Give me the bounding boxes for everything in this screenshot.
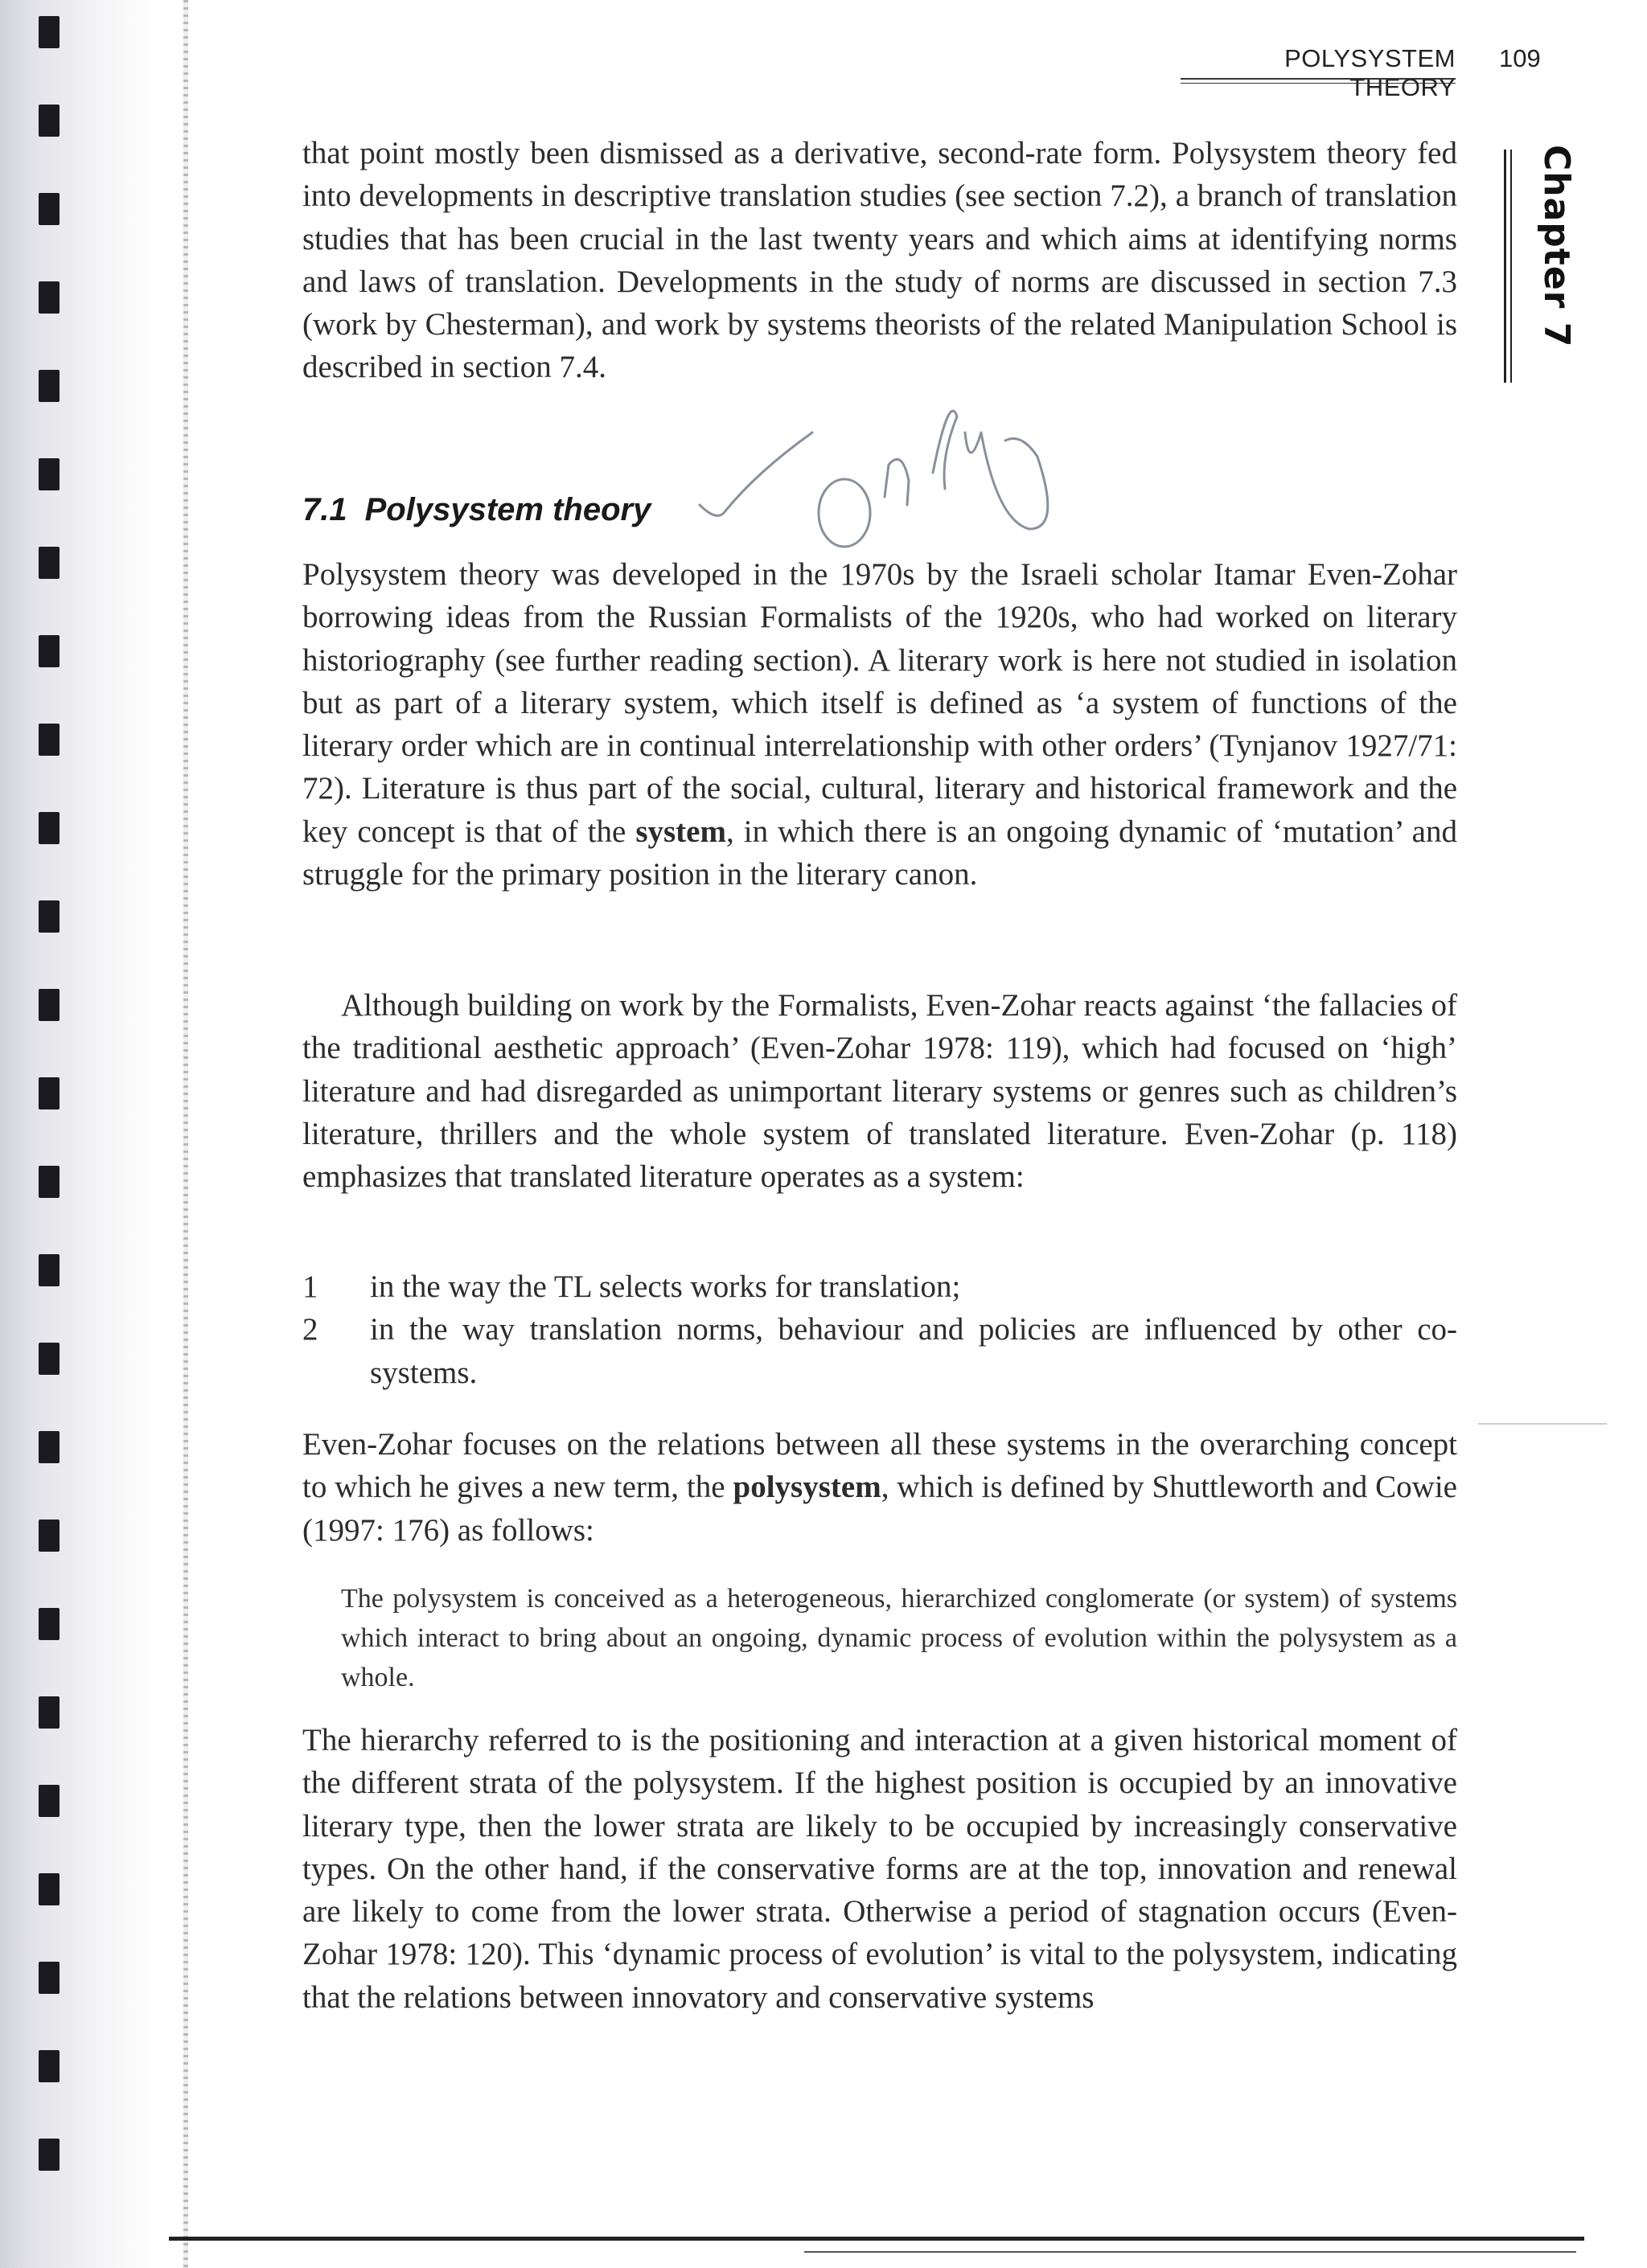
binding-hole: [39, 1785, 60, 1817]
binding-hole: [39, 812, 60, 844]
body-paragraph: [302, 1423, 1457, 1552]
section-number: 7.1: [302, 492, 347, 527]
body-paragraph: [302, 553, 1457, 896]
letter-stroke: [885, 459, 909, 505]
paragraph-text: [302, 553, 1457, 896]
binding-hole: [39, 1343, 60, 1375]
paragraph-text-segment: Polysystem theory was developed in the 1970s by the Israeli scholar Itamar Even-Zohar borrowing ideas from the Russian Formalists of the 1920s, who had worked on literary historiography (see further reading section). A literary work is here not studied in isolation but as part of a literary system, which itself is defined as ‘a system of functions of the literary order which are in continual interrelationship with other orders’ (Tynjanov 1927/71: 72). Literature is thus part of the social, cultural, literary and historical framework and the key concept is that of the: [302, 557, 1457, 849]
page-number: 109: [1499, 44, 1541, 72]
binding-hole: [39, 1077, 60, 1109]
binding-hole: [39, 1520, 60, 1552]
binding-hole: [39, 547, 60, 579]
list-item-text: in the way translation norms, behaviour and policies are influenced by other co-systems.: [370, 1312, 1457, 1390]
spiral-binding: [0, 0, 185, 2268]
list-item-number: 1: [302, 1269, 318, 1304]
letter-stroke: [965, 433, 1048, 529]
binding-hole: [39, 1608, 60, 1640]
body-paragraph: [302, 984, 1457, 1198]
header-rule: [1181, 78, 1456, 80]
list-item-number: 2: [302, 1312, 318, 1347]
binding-hole: [39, 635, 60, 667]
letter-stroke: [933, 411, 957, 489]
binding-hole: [39, 989, 60, 1021]
body-paragraph: [302, 1719, 1457, 2019]
section-heading: [302, 492, 651, 528]
binding-hole: [39, 1254, 60, 1286]
paragraph-text: that point mostly been dismissed as a derivative, second-rate form. Polysystem theory fed into developments in descriptive translation studies (see section 7.2), a branch of translation studies that has been crucial in the last twenty years and which aims at identifying norms and laws of translation. Developments in the study of norms are discussed in section 7.3 (work by Chesterman), and work by systems theorists of the related Manipulation School is described in section 7.4.: [302, 136, 1457, 385]
binding-hole: [39, 1166, 60, 1198]
chapter-tab: [1504, 145, 1576, 386]
binding-hole: [39, 1696, 60, 1729]
binding-hole: [39, 281, 60, 314]
paragraph-text: [302, 1423, 1457, 1552]
binding-hole: [39, 193, 60, 225]
scan-mark: [1478, 1423, 1607, 1425]
chapter-tab-rule: [1504, 150, 1506, 383]
key-term-system: system: [635, 814, 726, 849]
chapter-tab-rule: [1510, 150, 1512, 383]
paragraph-text: Although building on work by the Formalists, Even-Zohar reacts against ‘the fallacies of the traditional aesthetic approach’ (Even-Zohar 1978: 119), which had focused on ‘high’ literature and had disregarded as unimportant literary systems or genres such as children’s literature, thrillers and the whole system of translated literature. Even-Zohar (p. 118) emphasizes that translated literature operates as a system:: [302, 988, 1457, 1195]
numbered-list: [302, 1265, 1457, 1394]
binding-hole: [39, 2050, 60, 2082]
paragraph-text-segment: , in which there is an ongoing dynamic of ‘mutation’ and struggle for the primary position in the literary canon.: [302, 814, 1457, 892]
binding-hole: [39, 370, 60, 402]
body-paragraph: [302, 132, 1457, 389]
binding-hole: [39, 1962, 60, 1994]
binding-hole: [39, 16, 60, 48]
running-head: [1174, 44, 1456, 102]
paragraph-text-segment: Even-Zohar focuses on the relations between all these systems in the overarching concept to which he gives a new term, the: [302, 1427, 1457, 1505]
paragraph-text: The hierarchy referred to is the positioning and interaction at a given historical moment of the different strata of the polysystem. If the highest position is occupied by an innovative literary type, then the lower strata are likely to be occupied by increasingly conservative types. On the other hand, if the conservative forms are at the top, innovation and renewal are likely to come from the lower strata. Otherwise a period of stagnation occurs (Even-Zohar 1978: 120). This ‘dynamic process of evolution’ is vital to the polysystem, indicating that the relations between innovatory and conservative systems: [302, 1723, 1457, 2015]
header-rule: [1181, 83, 1456, 84]
binding-hole: [39, 458, 60, 490]
binding-hole: [39, 900, 60, 933]
binding-hole: [39, 724, 60, 756]
check-mark-stroke: [700, 433, 812, 515]
page-bottom-edge: [169, 2237, 1584, 2241]
page-bottom-edge: [804, 2251, 1576, 2253]
list-item-text: in the way the TL selects works for translation;: [370, 1269, 961, 1304]
list-item: [302, 1265, 1457, 1308]
running-head-text: POLYSYSTEM THEORY: [1284, 44, 1456, 101]
binding-hole: [39, 1873, 60, 1905]
binding-hole: [39, 1431, 60, 1463]
binding-hole: [39, 2139, 60, 2171]
handwritten-annotation: [692, 384, 1094, 577]
page-edge: [183, 0, 188, 2268]
binding-hole: [39, 105, 60, 137]
letter-stroke: [819, 479, 870, 547]
paragraph-text-segment: , which is defined by Shuttleworth and Cowie (1997: 176) as follows:: [302, 1470, 1457, 1548]
section-title: Polysystem theory: [364, 492, 651, 527]
block-quote: The polysystem is conceived as a heterogeneous, hierarchized conglomerate (or system) of systems which interact to bring about an ongoing, dynamic process of evolution within the polysystem as a whole.: [341, 1584, 1457, 1692]
list-item: [302, 1308, 1457, 1394]
chapter-tab-label: Chapter 7: [1536, 145, 1577, 348]
key-term-polysystem: polysystem: [733, 1470, 881, 1505]
